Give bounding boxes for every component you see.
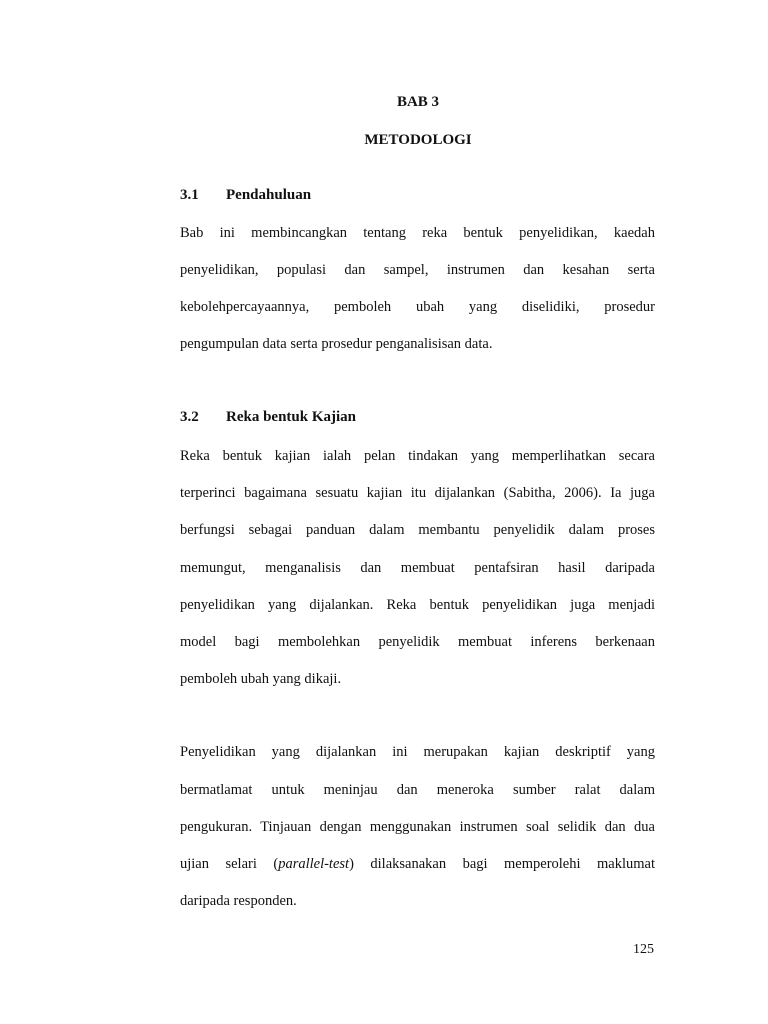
chapter-title: METODOLOGI	[364, 132, 472, 148]
paragraph-line: pengukuran. Tinjauan dengan menggunakan instrumen soal selidik dan dua	[180, 819, 655, 835]
paragraph-line: penyelidikan yang dijalankan. Reka bentuk penyelidikan juga menjadi	[180, 597, 655, 613]
paragraph-line: kebolehpercayaannya, pemboleh ubah yang diselidiki, prosedur	[180, 299, 655, 315]
paragraph-line: bermatlamat untuk meninjau dan meneroka sumber ralat dalam	[180, 782, 655, 798]
section-title: Pendahuluan	[226, 187, 312, 203]
paragraph-line: penyelidikan, populasi dan sampel, instrumen dan kesahan serta	[180, 262, 655, 278]
section-heading-3-2	[180, 409, 356, 426]
paragraph-line: pengumpulan data serta prosedur penganalisisan data.	[180, 336, 493, 352]
paragraph-line: Bab ini membincangkan tentang reka bentuk penyelidikan, kaedah	[180, 225, 655, 241]
paragraph-line: memungut, menganalisis dan membuat pentafsiran hasil daripada	[180, 560, 655, 576]
paragraph-line: berfungsi sebagai panduan dalam membantu penyelidik dalam proses	[180, 522, 655, 538]
italic-term: parallel-test	[278, 856, 350, 872]
section-title: Reka bentuk Kajian	[226, 409, 357, 425]
paragraph-line: terperinci bagaimana sesuatu kajian itu dijalankan (Sabitha, 2006). Ia juga	[180, 485, 655, 501]
paragraph-line: daripada responden.	[180, 893, 297, 909]
text-after-italic: ) dilaksanakan bagi memperolehi maklumat	[349, 856, 655, 872]
paragraph-line-with-italic	[180, 855, 655, 873]
page-number: 125	[633, 942, 654, 957]
text-before-italic: ujian selari (	[180, 856, 279, 872]
paragraph-line: model bagi membolehkan penyelidik membuat inferens berkenaan	[180, 634, 655, 650]
paragraph-line: Penyelidikan yang dijalankan ini merupakan kajian deskriptif yang	[180, 744, 655, 760]
section-number: 3.2	[180, 409, 199, 425]
chapter-label: BAB 3	[396, 94, 440, 110]
paragraph-line: Reka bentuk kajian ialah pelan tindakan yang memperlihatkan secara	[180, 448, 655, 464]
section-heading-3-1	[180, 187, 311, 204]
paragraph-line: pemboleh ubah yang dikaji.	[180, 671, 342, 687]
section-number: 3.1	[180, 187, 199, 203]
